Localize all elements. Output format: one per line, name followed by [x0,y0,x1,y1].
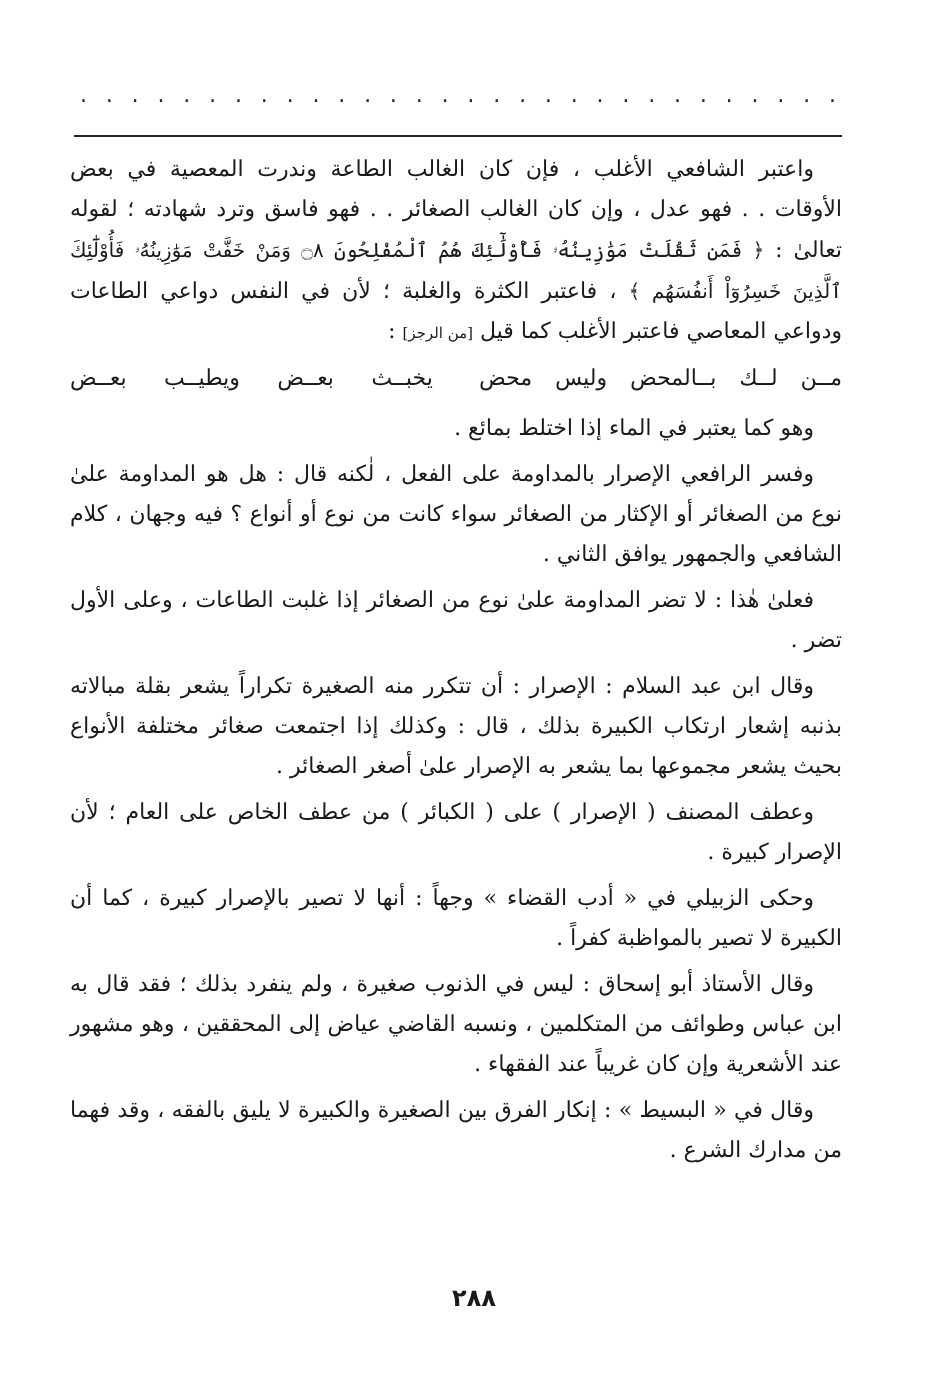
poem-hemistich-first: مــن لــك بــالمحض وليس محض [479,366,842,391]
paragraph-text: واعتبر الشافعي الأغلب ، فإن كان الغالب الطاعة وندرت المعصية في بعض الأوقات . . فهو عدل ، وإن كان الغالب الصغائر . . فهو فاسق وترد شهادته ؛ لقوله تعالىٰ : [70,157,842,263]
paragraph-ibn-abd-al-salam: وقال ابن عبد السلام : الإصرار : أن تتكرر منه الصغيرة تكراراً يشعر بقلة مبالاته بذنبه إشعار ارتكاب الكبيرة بذلك ، قال : وكذلك إذا اجتمعت صغائر مختلفة الأنواع بحيث يشعر مجموعها بما يشعر به الإصرار علىٰ أصغر الصغائر . [70,674,842,779]
poetic-meter-label: [من الرجز] [402,324,474,342]
paragraph-text: : [388,319,403,344]
paragraph-author-conjunction: وعطف المصنف ( الإصرار ) على ( الكبائر ) من عطف الخاص على العام ؛ لأن الإصرار كبيرة . [70,800,842,865]
page-body [70,150,842,1177]
paragraph-rafii-persistence: وفسر الرافعي الإصرار بالمداومة على الفعل ، لٰكنه قال : هل هو المداومة علىٰ نوع من الصغائر أو الإكثار من الصغائر سواء كانت من نوع أو أنواع ؟ فيه وجهان ، كلام الشافعي والجمهور يوافق الثاني . [70,462,842,567]
header-rule [74,135,842,137]
paragraph-text: ، فاعتبر الكثرة والغلبة ؛ لأن في النفس دواعي الطاعات ودواعي المعاصي فاعتبر الأغلب كما قيل [70,279,842,344]
paragraph-zubayli: وحكى الزبيلي في « أدب القضاء » وجهاً : أنها لا تصير بالإصرار كبيرة ، كما أن الكبيرة لا تصير بالمواظبة كفراً . [70,886,842,951]
paragraph-consequence: فعلىٰ هٰذا : لا تضر المداومة علىٰ نوع من الصغائر إذا غلبت الطاعات ، وعلى الأول تضر . [70,588,842,653]
paragraph-water-mixture: وهو كما يعتبر في الماء إذا اختلط بمائع . [454,416,814,441]
page-number: ٢٨٨ [452,1284,496,1312]
poem-verse [70,359,842,399]
paragraph-abu-ishaq: وقال الأستاذ أبو إسحاق : ليس في الذنوب صغيرة ، ولم ينفرد بذلك ؛ فقد قال به ابن عباس وطوائف من المتكلمين ، ونسبه القاضي عياض إلى المحققين ، وهو مشهور عند الأشعرية وإن كان غريباً عند الفقهاء . [70,972,842,1077]
paragraph-basit: وقال في « البسيط » : إنكار الفرق بين الصغيرة والكبيرة لا يليق بالفقه ، وقد فهما من مدارك الشرع . [70,1098,842,1163]
poem-hemistich-second: يخبــث بعــض ويطيــب بعــض [70,366,433,391]
paragraph-shafii-majority [70,150,842,353]
quran-verse: ﴿ فَمَن ثَقُلَتْ مَوَٰزِينُهُۥ فَأُوْلَٰٓئِكَ هُمُ ٱلْمُفْلِحُونَ ۝٨ وَمَنْ خَفَّتْ مَوَٰزِينُهُۥ فَأُوْلَٰٓئِكَ ٱلَّذِينَ خَسِرُوٓاْ أَنفُسَهُم ﴾ [70,238,842,303]
header-dot-leader: . . . . . . . . . . . . . . . . . . . . . . . . . . . . . . [80,83,840,108]
